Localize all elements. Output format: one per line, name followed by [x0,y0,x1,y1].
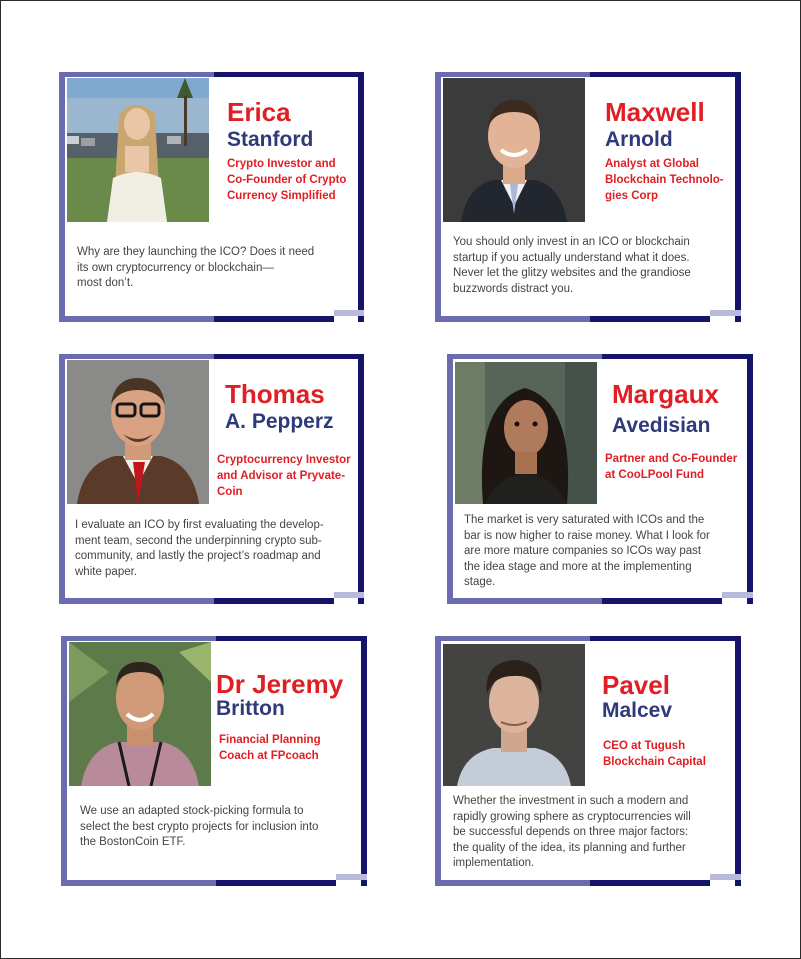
thomas-photo [67,360,209,504]
quote [80,804,318,851]
last-name: A. Pepperz [225,410,334,433]
last-name: Stanford [227,128,314,151]
first-name: Erica [227,97,291,127]
quote-line: ment team, second the underpinning crypto sub- [75,534,322,547]
role-line: Coin [217,486,243,498]
quote-line: I evaluate an ICO by first evaluating the develop- [75,519,324,531]
role-line: Currency Simplified [227,190,336,202]
quote-line: bar is now higher to raise money. What I look for [464,529,710,542]
role-title [605,451,737,483]
quote-line: stage. [464,576,496,588]
last-name: Arnold [605,128,673,151]
margaux-photo [455,362,597,504]
last-name: Avedisian [612,414,711,437]
role-line: Cryptocurrency Investor [217,454,351,466]
role-line: Blockchain Technolo- [605,174,724,186]
quote-line: community, and lastly the project’s roadmap and [75,550,321,562]
role-line: gies Corp [605,190,659,202]
first-name: Maxwell [605,97,705,127]
profile-card-erica [59,72,364,322]
quote-line: white paper. [75,565,138,578]
role-line: Financial Planning [219,734,321,746]
quote-line: select the best crypto projects for inclusion into [80,820,319,833]
quote [464,513,710,591]
role-line: Coach at FPcoach [219,750,319,762]
quote-line: We use an adapted stock-picking formula to [80,805,304,817]
role-title [227,156,346,204]
role-title [603,738,706,770]
role-line: CEO at Tugush [603,740,686,752]
profile-card-jeremy [61,636,367,886]
quote-line: its own cryptocurrency or blockchain— [77,261,274,274]
quote [453,235,691,297]
quote-line: the idea stage and more at the implementing [464,560,692,573]
quote-line: Never let the glitzy websites and the grandiose [453,267,691,279]
role-title [219,732,321,764]
quote-line: rapidly growing sphere as cryptocurrencies will [453,810,691,823]
first-name: Thomas [225,379,325,409]
profile-card-pavel [435,636,741,886]
quote-line: startup if you actually understand what it does. [453,251,690,264]
profile-card-margaux [447,354,753,604]
first-name: Pavel [602,670,670,700]
pavel-photo [443,644,585,786]
profile-card-maxwell [435,72,741,322]
quote-line: Whether the investment in such a modern and [453,795,689,807]
quote-line: the BostonCoin ETF. [80,836,186,848]
role-line: Co-Founder of Crypto [227,174,347,186]
quote-line: buzzwords distract you. [453,282,574,295]
role-title [605,156,724,204]
first-name: Dr Jeremy [216,669,344,699]
quote-line: implementation. [453,857,535,869]
role-line: Blockchain Capital [603,756,706,768]
quote [75,518,324,580]
quote-line: be successful depends on three major factors: [453,826,689,838]
jeremy-photo [69,642,211,786]
role-line: at CooLPool Fund [605,469,705,481]
quote-line: Why are they launching the ICO? Does it need [77,246,315,258]
role-line: Partner and Co-Founder [605,453,738,465]
quote [77,245,314,292]
quote [453,794,691,872]
role-line: Crypto Investor and [227,158,336,170]
quote-line: are more mature companies so ICOs way past [464,545,702,557]
quote-line: You should only invest in an ICO or blockchain [453,236,690,248]
last-name: Britton [216,697,285,720]
role-title [217,452,351,500]
first-name: Margaux [612,379,719,409]
quote-line: The market is very saturated with ICOs and the [464,514,705,526]
profile-card-thomas [59,354,364,604]
quote-line: the quality of the idea, its planning and further [453,841,686,854]
role-line: and Advisor at Pryvate- [217,470,346,482]
role-line: Analyst at Global [605,158,699,170]
quote-line: most don’t. [77,277,134,289]
last-name: Malcev [602,699,673,722]
erica-photo [67,78,209,222]
maxwell-photo [443,78,585,222]
